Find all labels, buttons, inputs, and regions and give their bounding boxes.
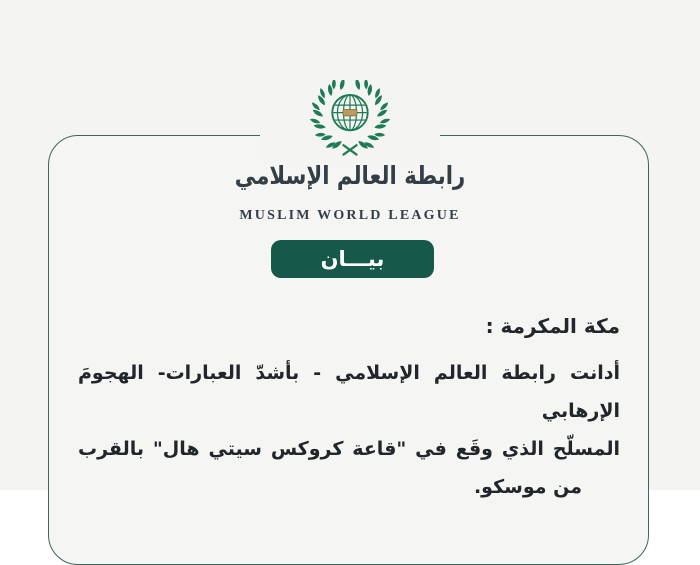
body-line: المسلّح الذي وقَع في "قاعة كروكس سيتي هال" بالقرب [78,438,620,460]
globe-icon [332,95,367,130]
wreath-stems [343,145,356,154]
statement-body [78,354,620,506]
logo-badge [260,80,440,162]
gold-band [343,109,357,116]
body-line: من موسكو. [473,476,582,498]
mwl-emblem-icon [289,80,411,162]
english-org-title: MUSLIM WORLD LEAGUE [239,208,461,223]
arabic-org-title: رابطة العالم الإسلامي [234,161,466,190]
statement-banner [271,240,434,278]
body-line: أدانت رابطة العالم الإسلامي - بأشدّ العبارات- الهجومَ الإرهابي [78,362,620,422]
dateline: مكة المكرمة : [485,314,620,338]
banner-label: بيـــان [320,247,385,271]
